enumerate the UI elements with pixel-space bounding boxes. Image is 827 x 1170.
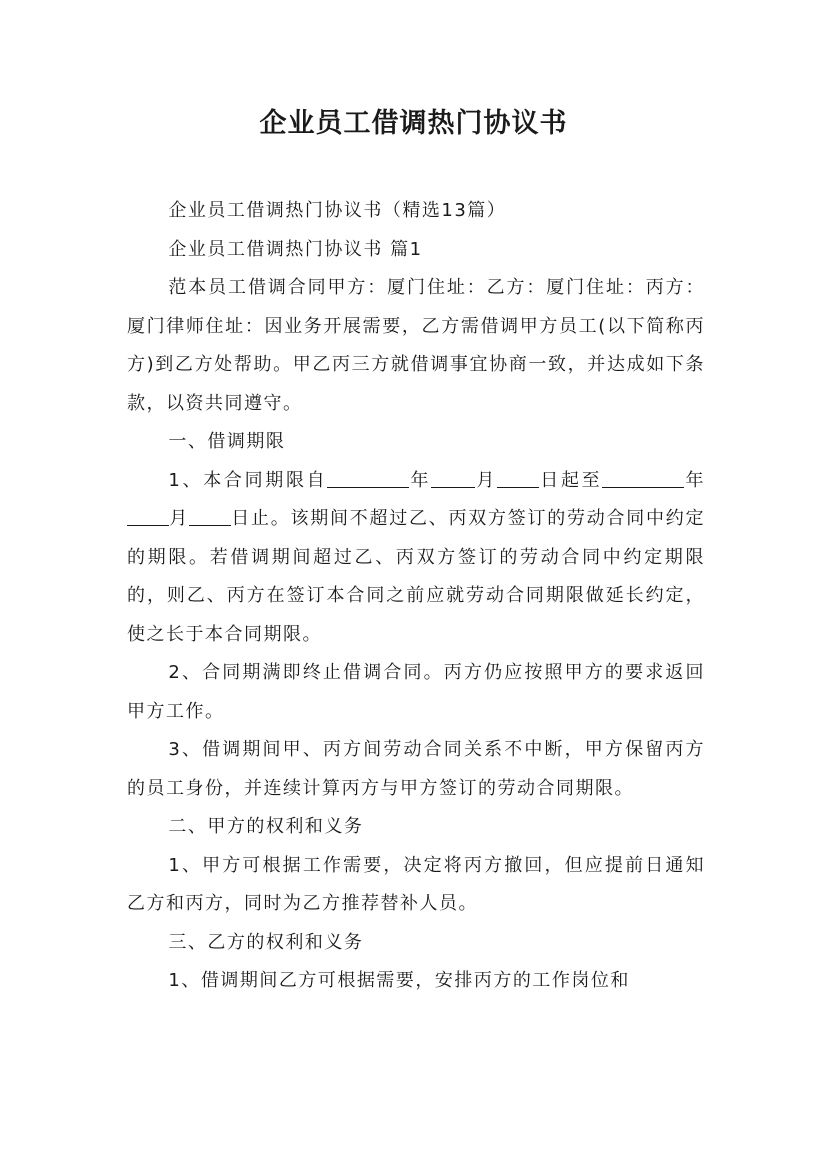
blank-end-month <box>127 507 169 526</box>
section-heading: 企业员工借调热门协议书 篇1 <box>168 238 423 260</box>
clause-term-continuity: 3、借调期间甲、丙方间劳动合同关系不中断，甲方保留丙方的员工身份，并连续计算丙方与甲方签订的劳动合同期限。 <box>127 739 705 799</box>
label-day-to: 日起至 <box>539 469 603 491</box>
label-month-end: 月 <box>169 508 189 529</box>
clause-party-b-assignment: 1、借调期间乙方可根据需要，安排丙方的工作岗位和 <box>168 970 630 991</box>
label-year: 年 <box>409 469 432 491</box>
document-subtitle: 企业员工借调热门协议书（精选13篇） <box>168 200 507 221</box>
label-year-end: 年 <box>684 469 706 491</box>
blank-start-month <box>431 469 475 488</box>
heading-party-b-rights: 三、乙方的权利和义务 <box>168 931 364 953</box>
heading-party-a-rights: 二、甲方的权利和义务 <box>168 816 364 837</box>
intro-paragraph: 范本员工借调合同甲方：厦门住址：乙方：厦门住址：丙方：厦门律师住址：因业务开展需要，乙方需借调甲方员工(以下简称丙方)到乙方处帮助。甲乙丙三方就借调事宜协商一致，并达成如下条款，以资共同遵守。 <box>127 277 705 414</box>
clause-term-expiry: 2、合同期满即终止借调合同。丙方仍应按照甲方的要求返回甲方工作。 <box>127 662 705 722</box>
document-body <box>127 192 705 1001</box>
heading-term: 一、借调期限 <box>168 431 286 452</box>
clause-party-a-recall: 1、甲方可根据工作需要，决定将丙方撤回，但应提前日通知乙方和丙方，同时为乙方推荐替补人员。 <box>127 854 705 914</box>
document-title: 企业员工借调热门协议书 <box>259 108 568 139</box>
blank-end-year <box>602 469 684 488</box>
blank-start-year <box>327 469 409 488</box>
clause-term-period <box>127 462 705 655</box>
clause-term-start-text: 1、本合同期限自 <box>168 469 328 491</box>
label-month: 月 <box>475 469 498 491</box>
blank-end-day <box>189 507 231 526</box>
blank-start-day <box>497 469 539 488</box>
clause-term-rest-text: 日止。该期间不超过乙、丙双方签订的劳动合同中约定的期限。若借调期间超过乙、丙双方签订的劳动合同中约定期限的，则乙、丙方在签订本合同之前应就劳动合同期限做延长约定，使之长于本合同期限。 <box>127 508 705 645</box>
